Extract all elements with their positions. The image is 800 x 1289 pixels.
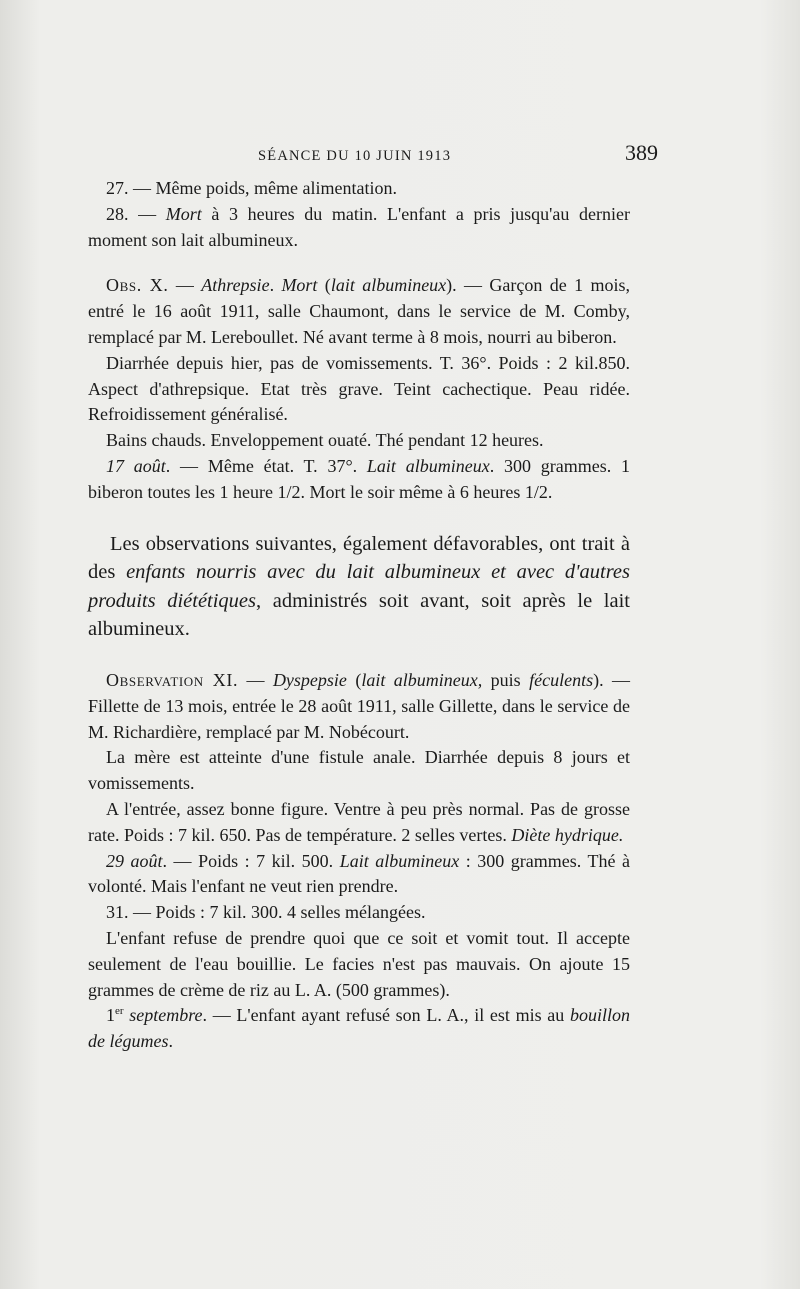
entry-28: 28. — Mort à 3 heures du matin. L'enfant a pris jusqu'au dernier moment son lait albumineux. — [88, 203, 631, 250]
transition-paragraph: Les observations suivantes, également défavorables, ont trait à des enfants nourris avec du lait albumineux et avec d'autres produits diététiques, administrés soit avant, soit après le lait albumineux. — [88, 532, 630, 641]
observation-10-paragraph: Diarrhée depuis hier, pas de vomissements. T. 36°. Poids : 2 kil.850. Aspect d'athrepsique. Etat très grave. Teint cachectique. Peau ridée. Refroidissement généralisé. — [88, 352, 630, 425]
observation-label: Obs. X. — [106, 275, 169, 296]
observation-10-heading: Obs. X. — Athrepsie. Mort (lait albumineux). — Garçon de 1 mois, entré le 16 août 1911, salle Chaumont, dans le service de M. Comby, remplacé par M. Lereboullet. Né avant terme à 8 mois, nourri au biberon. — [88, 275, 631, 347]
observation-11-paragraph: 1er septembre. — L'enfant ayant refusé son L. A., il est mis au bouillon de légumes. — [88, 1005, 630, 1052]
observation-11-paragraph: 31. — Poids : 7 kil. 300. 4 selles mélangées. — [106, 902, 426, 923]
page-number: 389 — [625, 140, 658, 165]
observation-10-paragraph: 17 août. — Même état. T. 37°. Lait albumineux. 300 grammes. 1 biberon toutes les 1 heure 1/2. Mort le soir même à 6 heures 1/2. — [88, 455, 630, 502]
observation-label: Observation XI. — [106, 669, 239, 690]
entry-27: 27. — Même poids, même alimentation. — [106, 178, 397, 198]
observation-11-paragraph: L'enfant refuse de prendre quoi que ce soit et vomit tout. Il accepte seulement de l'eau bouillie. Le facies n'est pas mauvais. On ajoute 15 grammes de crème de riz au L. A. (500 grammes). — [88, 927, 630, 1000]
page-header — [88, 140, 658, 170]
observation-11-paragraph: A l'entrée, assez bonne figure. Ventre à peu près normal. Pas de grosse rate. Poids : 7 kil. 650. Pas de température. 2 selles vertes. Diète hydrique. — [88, 798, 630, 845]
observation-11-paragraph: 29 août. — Poids : 7 kil. 500. Lait albumineux : 300 grammes. Thé à volonté. Mais l'enfant ne veut rien prendre. — [88, 850, 630, 897]
observation-10-paragraph: Bains chauds. Enveloppement ouaté. Thé pendant 12 heures. — [106, 430, 544, 451]
observation-11-heading: Observation XI. — Dyspepsie (lait albumineux, puis féculents). — Fillette de 13 mois, entrée le 28 août 1911, salle Gillette, dans le service de M. Richardière, remplacé par M. Nobécourt. — [88, 669, 631, 742]
observation-11-paragraph: La mère est atteinte d'une fistule anale. Diarrhée depuis 8 jours et vomissements. — [88, 747, 630, 794]
body-text — [88, 176, 630, 1055]
running-head: SÉANCE DU 10 JUIN 1913 — [258, 148, 452, 164]
